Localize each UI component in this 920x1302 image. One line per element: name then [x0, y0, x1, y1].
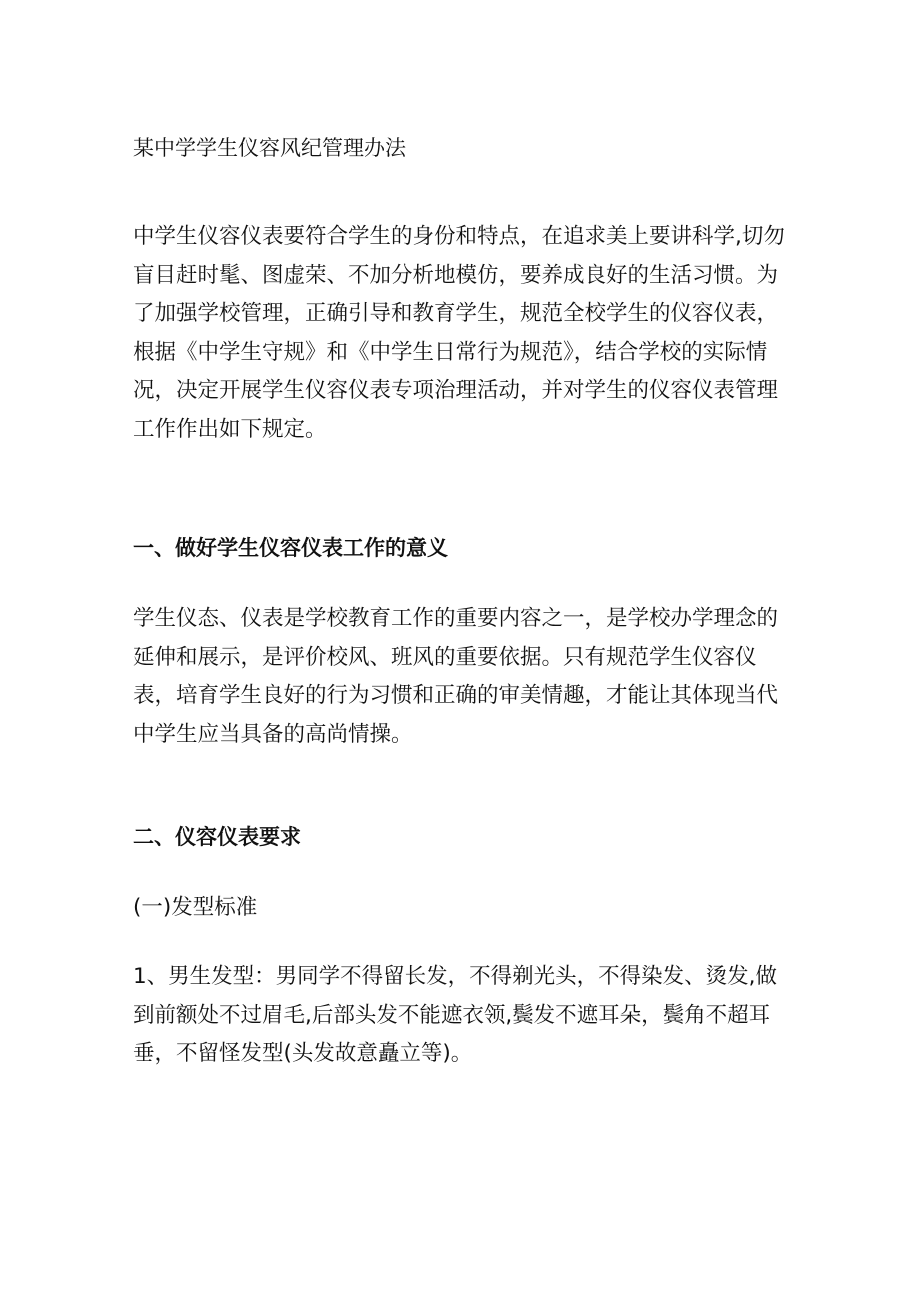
- section-1-paragraph: [133, 600, 788, 754]
- intro-paragraph: [133, 218, 788, 449]
- intro-line: 根据《中学生守规》和《中学生日常行为规范》，结合学校的实际情: [133, 339, 768, 365]
- intro-line: 工作作出如下规定。: [133, 416, 327, 442]
- item-1-paragraph: [133, 958, 788, 1074]
- item-1-line: 1、男生发型：男同学不得留长发，不得剃光头，不得染发、烫发,做: [133, 964, 778, 989]
- section-1-heading: 一、做好学生仪容仪表工作的意义: [133, 536, 448, 560]
- section-1-line: 延伸和展示，是评价校风、班风的重要依据。只有规范学生仪容仪: [133, 644, 757, 670]
- section-2-heading: 二、仪容仪表要求: [133, 825, 301, 849]
- intro-line: 中学生仪容仪表要符合学生的身份和特点，在追求美上要讲科学,切勿: [133, 224, 785, 249]
- subsection-1-heading: (一)发型标准: [133, 895, 258, 920]
- item-1-line: 垂，不留怪发型(头发故意矗立等)。: [133, 1041, 473, 1066]
- intro-line: 况，决定开展学生仪容仪表专项治理活动，并对学生的仪容仪表管理: [133, 378, 779, 403]
- section-1-line: 中学生应当具备的高尚情操。: [133, 721, 413, 747]
- intro-line: 盲目赶时髦、图虚荣、不加分析地模仿，要养成良好的生活习惯。为: [133, 262, 779, 288]
- section-1-line: 学生仪态、仪表是学校教育工作的重要内容之一，是学校办学理念的: [133, 606, 779, 631]
- item-1-line: 到前额处不过眉毛,后部头发不能遮衣领,鬓发不遮耳朵，鬓角不超耳: [133, 1002, 771, 1028]
- intro-line: 了加强学校管理，正确引导和教育学生，规范全校学生的仪容仪表，: [133, 301, 779, 326]
- section-1-line: 表，培育学生良好的行为习惯和正确的审美情趣，才能让其体现当代: [133, 683, 779, 708]
- document-title: 某中学学生仪容风纪管理办法: [133, 136, 406, 160]
